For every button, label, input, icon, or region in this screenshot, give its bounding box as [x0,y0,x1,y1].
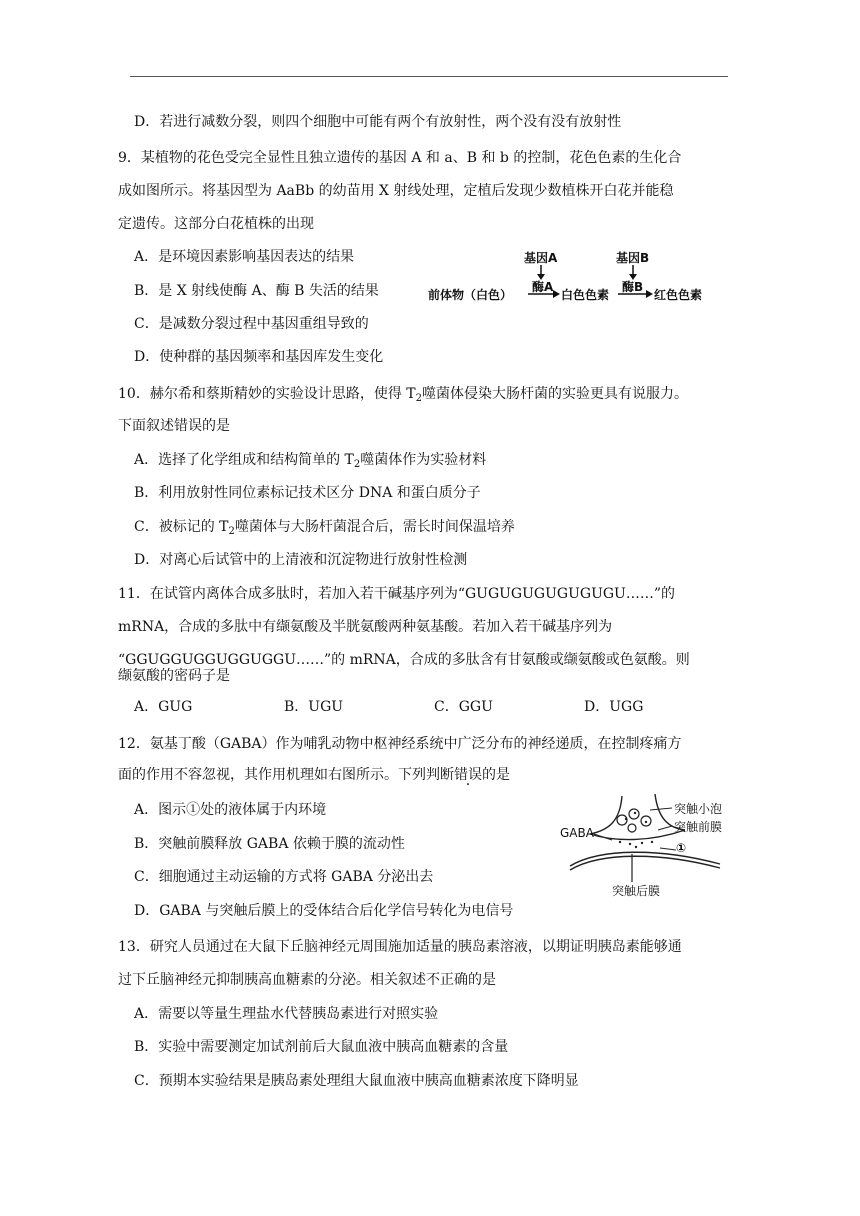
q12-option-a: A．图示①处的液体属于内环境 [134,802,327,818]
pigment-pathway-diagram [428,248,718,308]
white-pigment-label: 白色色素 [561,288,610,302]
q11-option-b: B．UGU [284,699,344,715]
q11-stem-line2: mRNA，合成的多肽中有缬氨酸及半胱氨酸两种氨基酸。若加入若干碱基序列为 [118,619,613,635]
q13-option-b: B．实验中需要测定加试剂前后大鼠血液中胰高血糖素的含量 [134,1039,509,1055]
red-pigment-label: 红色色素 [654,288,703,302]
q12-option-d: D．GABA 与突触后膜上的受体结合后化学信号转化为电信号 [134,903,514,919]
q13-stem-line1: 13．研究人员通过在大鼠下丘脑神经元周围施加适量的胰岛素溶液，以期证明胰岛素能够通 [118,939,682,955]
q11-option-c: C．GGU [434,699,493,715]
q10-option-d: D．对离心后试管中的上清液和沉淀物进行放射性检测 [134,552,468,568]
q12-option-b: B．突触前膜释放 GABA 依赖于膜的流动性 [134,836,405,852]
marker-1-label: ① [676,841,687,855]
q9-stem-line3: 定遗传。这部分白花植株的出现 [118,216,314,232]
q10-stem-line2: 下面叙述错误的是 [118,418,230,434]
q9-option-a: A．是环境因素影响基因表达的结果 [134,249,355,265]
enzyme-a-label: 酶A [532,280,554,294]
header-rule [130,76,728,77]
postsynaptic-membrane-label: 突触后膜 [612,884,661,898]
q9-option-c: C．是减数分裂过程中基因重组导致的 [134,316,369,332]
q11-options [134,697,734,717]
enzyme-b-label: 酶B [622,280,644,294]
q13-option-c: C．预期本实验结果是胰岛素处理组大鼠血液中胰高血糖素浓度下降明显 [134,1073,579,1089]
q13-option-a: A．需要以等量生理盐水代替胰岛素进行对照实验 [134,1006,439,1022]
q12-stem-line1: 12．氨基丁酸（GABA）作为哺乳动物中枢神经系统中广泛分布的神经递质，在控制疼痛方 [118,736,682,752]
q11-stem-line4: 缬氨酸的密码子是 [118,668,230,684]
q9-stem-line1: 9．某植物的花色受完全显性且独立遗传的基因 A 和 a、B 和 b 的控制，花色色素的生化合 [118,150,682,166]
emphasis-text: 错误 [454,767,482,783]
presynaptic-membrane-label: 突触前膜 [674,820,723,834]
q12-stem-line2: 面的作用不容忽视，其作用机理如右图所示。下列判断错误的是 [118,767,510,783]
synaptic-vesicle-label: 突触小泡 [674,802,723,816]
q9-option-b: B．是 X 射线使酶 A、酶 B 失活的结果 [134,283,379,299]
q10-option-b: B．利用放射性同位素标记技术区分 DNA 和蛋白质分子 [134,485,481,501]
q13-stem-line2: 过下丘脑神经元抑制胰高血糖素的分泌。相关叙述不正确的是 [118,972,496,988]
gene-a-label: 基因A [524,251,558,265]
q11-stem-line3: “GGUGGUGGUGGUGGU……”的 mRNA，合成的多肽含有甘氨酸或缬氨酸或色氨酸。则 [118,652,690,668]
q8-option-d: D．若进行减数分裂，则四个细胞中可能有两个有放射性，两个没有没有放射性 [134,114,622,130]
q11-option-d: D．UGG [584,699,644,715]
q10-stem-line1: 10．赫尔希和蔡斯精妙的实验设计思路，使得 $T_2$噬菌体侵染大肠杆菌的实验更具有说服力。 [118,386,688,404]
q12-option-c: C．细胞通过主动运输的方式将 GABA 分泌出去 [134,869,434,885]
gene-b-label: 基因B [616,251,650,265]
q9-option-d: D．使种群的基因频率和基因库发生变化 [134,349,384,365]
gaba-label: GABA [560,826,594,840]
synapse-diagram [560,790,730,898]
q10-option-c: C．被标记的 $T_2$噬菌体与大肠杆菌混合后，需长时间保温培养 [134,519,515,537]
q9-stem-line2: 成如图所示。将基因型为 AaBb 的幼苗用 X 射线处理，定植后发现少数植株开白花并能稳 [118,183,674,199]
precursor-label: 前体物（白色） [428,288,513,302]
q10-option-a: A．选择了化学组成和结构简单的 $T_2$噬菌体作为实验材料 [134,452,487,470]
q11-stem-line1: 11．在试管内离体合成多肽时，若加入若干碱基序列为“GUGUGUGUGUGUGU……”的 [118,586,676,602]
q11-option-a: A．GUG [134,699,193,715]
